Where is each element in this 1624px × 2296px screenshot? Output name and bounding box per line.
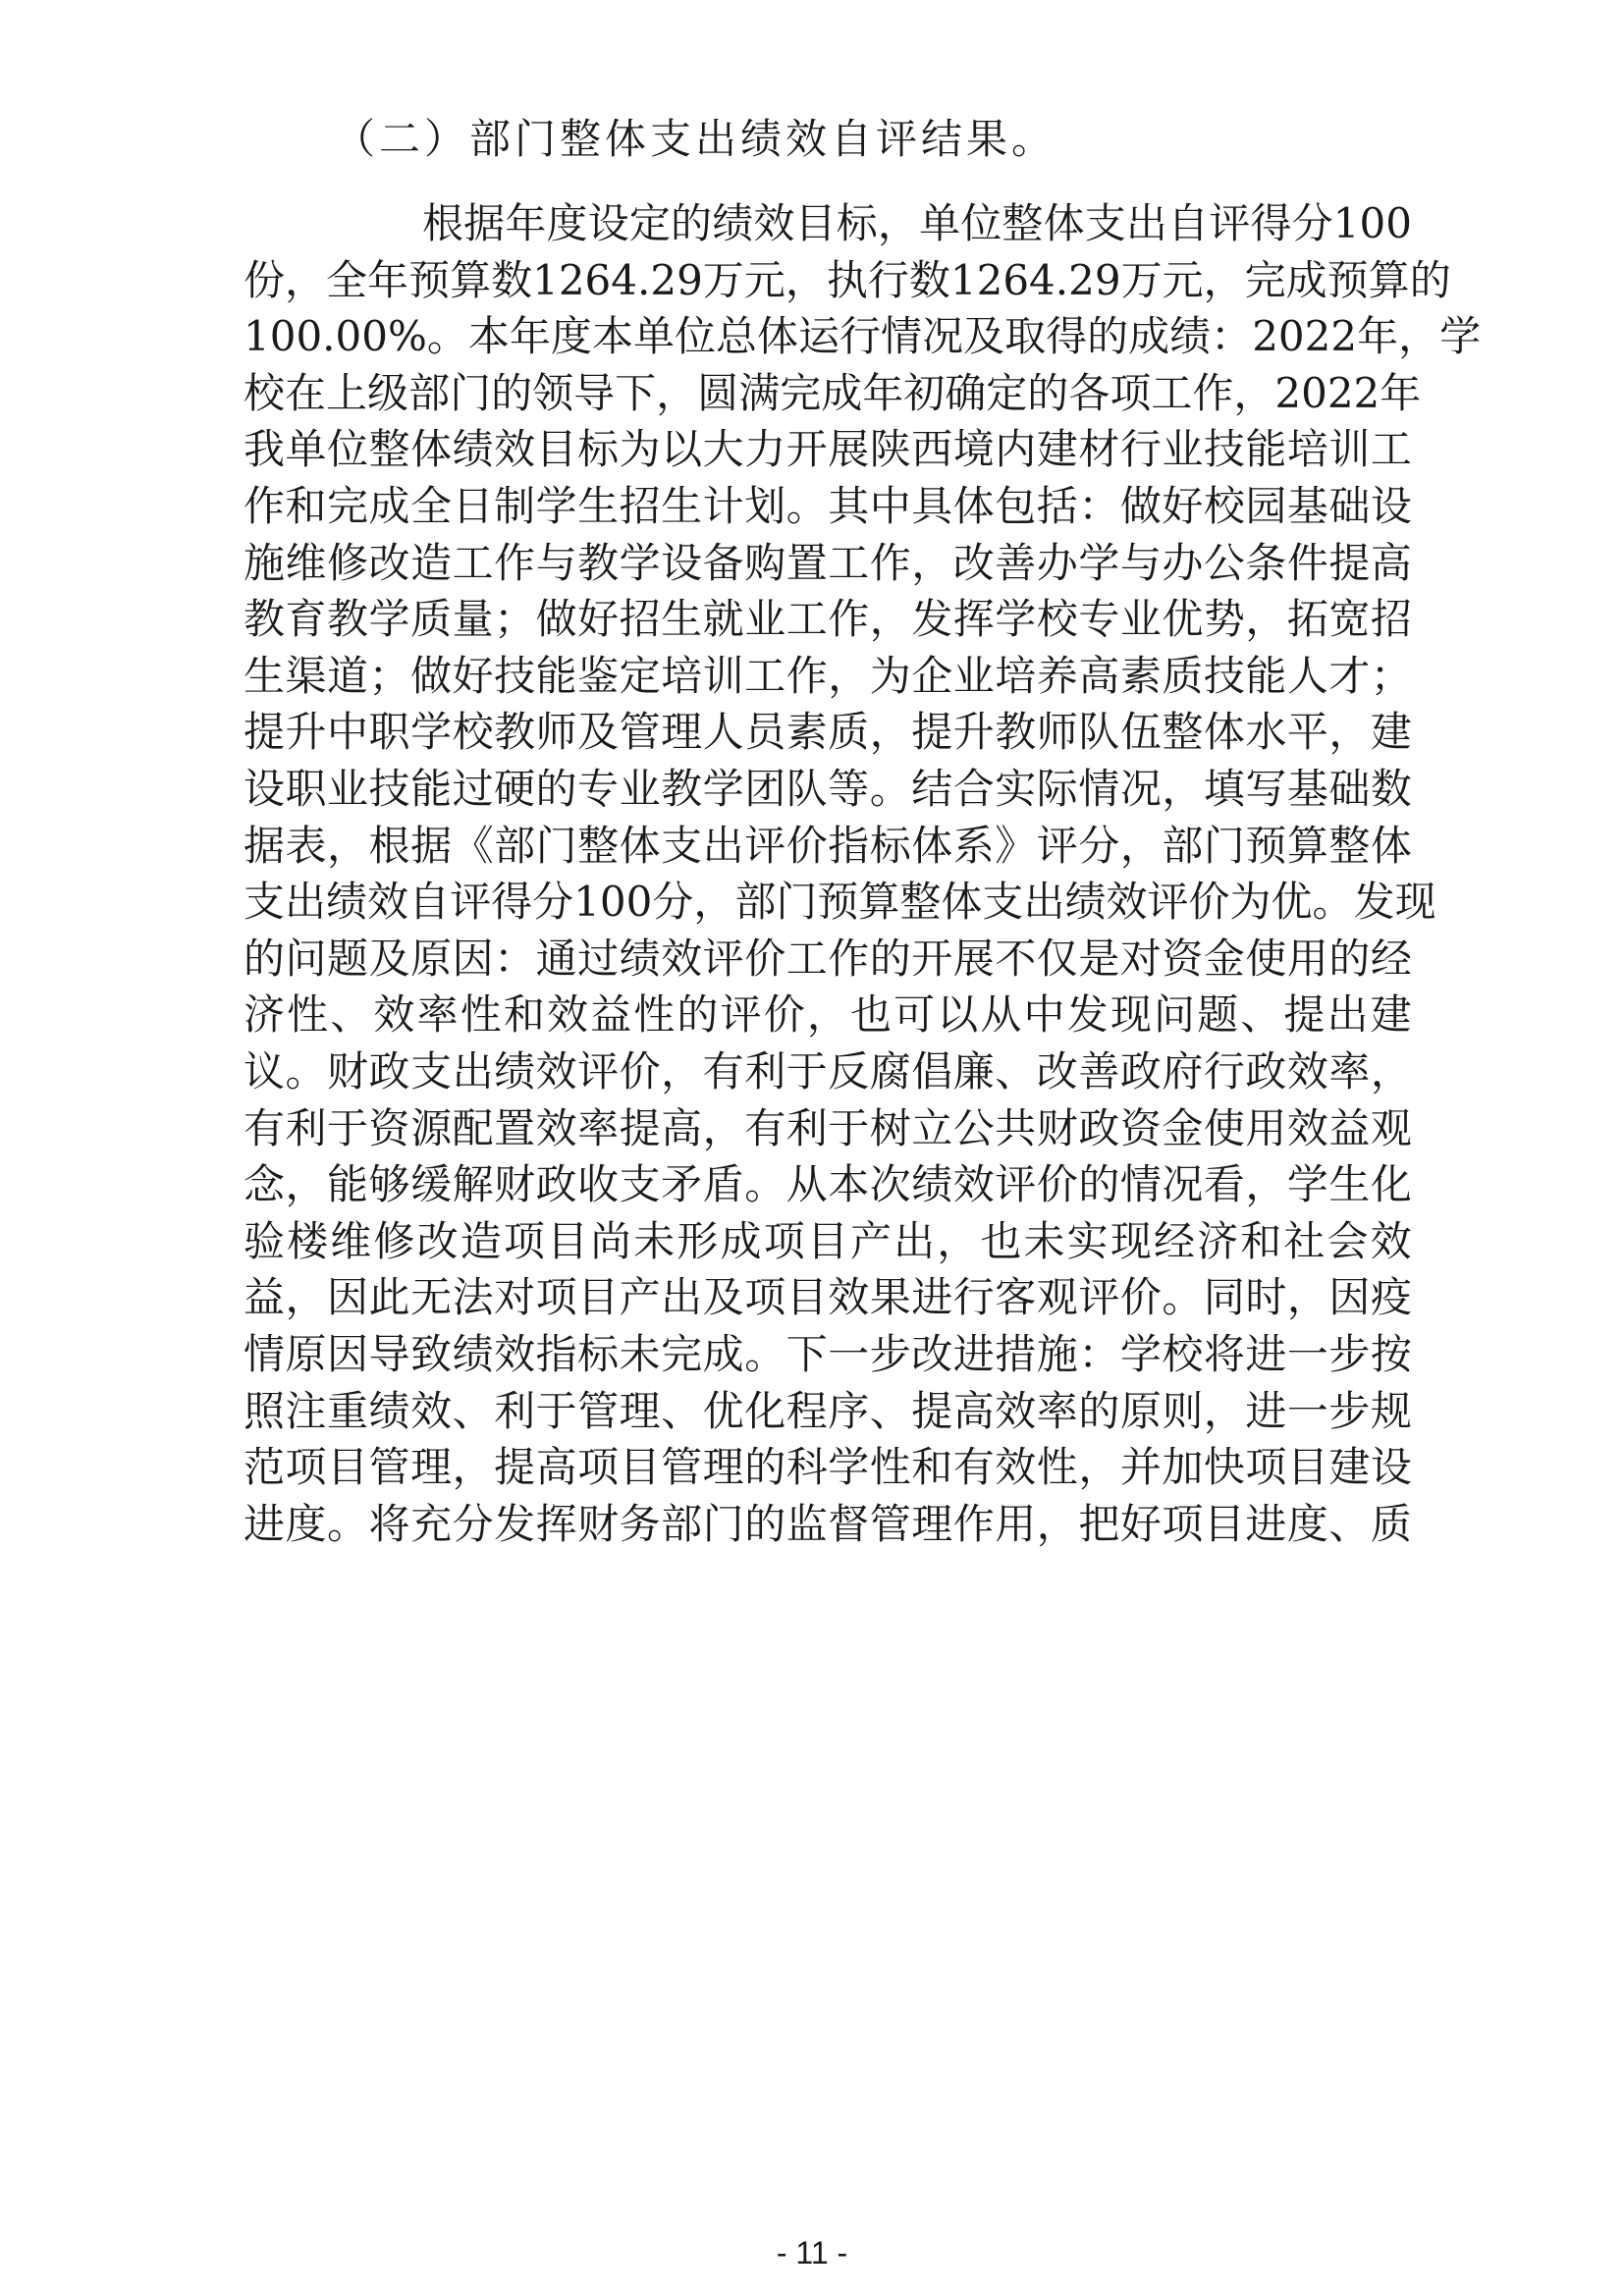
text-line: 据 表 ， 根 据 《 部 门 整 体 支 出 评 价 指 标 体 系 》 评 分 ， 部 门 预 算 整 体 — [244, 821, 1412, 870]
text-line: 我 单 位 整 体 绩 效 目 标 为 以 大 力 开 展 陕 西 境 内 建 材 行 业 技 能 培 训 工 — [244, 425, 1412, 474]
text-line: 范 项 目 管 理 ， 提 高 项 目 管 理 的 科 学 性 和 有 效 性 ， 并 加 快 项 目 建 设 — [244, 1443, 1412, 1492]
text-line: 情 原 因 导 致 绩 效 指 标 未 完 成 。 下 一 步 改 进 措 施 ： 学 校 将 进 一 步 按 — [244, 1330, 1412, 1378]
text-line: 教 育 教 学 质 量 ； 做 好 招 生 就 业 工 作 ， 发 挥 学 校 专 业 优 势 ， 拓 宽 招 — [244, 595, 1412, 644]
text-line: 100.00% 。 本 年 度 本 单 位 总 体 运 行 情 况 及 取 得 的 成 绩 ： 2022 年 ， 学 — [244, 312, 1482, 361]
text-line: 议 。 财 政 支 出 绩 效 评 价 ， 有 利 于 反 腐 倡 廉 、 改 善 政 府 行 政 效 率 ， — [244, 1047, 1412, 1095]
text-line: 作 和 完 成 全 日 制 学 生 招 生 计 划 。 其 中 具 体 包 括 ： 做 好 校 园 基 础 设 — [244, 482, 1412, 530]
text-line: 有 利 于 资 源 配 置 效 率 提 高 ， 有 利 于 树 立 公 共 财 政 资 金 使 用 效 益 观 — [244, 1103, 1412, 1152]
text-line: 的 问 题 及 原 因 ： 通 过 绩 效 评 价 工 作 的 开 展 不 仅 是 对 资 金 使 用 的 经 — [244, 934, 1412, 983]
text-line: 益 ， 因 此 无 法 对 项 目 产 出 及 项 目 效 果 进 行 客 观 评 价 。 同 时 ， 因 疫 — [244, 1273, 1412, 1322]
text-line: 提 升 中 职 学 校 教 师 及 管 理 人 员 素 质 ， 提 升 教 师 队 伍 整 体 水 平 ， 建 — [244, 708, 1412, 757]
text-line: 进 度 。 将 充 分 发 挥 财 务 部 门 的 监 督 管 理 作 用 ， 把 好 项 目 进 度 、 质 — [244, 1499, 1412, 1548]
page-number: - 11 - — [776, 2235, 848, 2270]
text-line: 支 出 绩 效 自 评 得 分 100 分 ， 部 门 预 算 整 体 支 出 绩 效 评 价 为 优 。 发 现 — [244, 878, 1436, 927]
text-line: 济 性 、 效 率 性 和 效 益 性 的 评 价 ， 也 可 以 从 中 发 现 问 题 、 提 出 建 — [244, 990, 1412, 1040]
text-line: 份 ， 全 年 预 算 数 1264.29 万 元 ， 执 行 数 1264.29 万 元 ， 完 成 预 算 的 — [244, 255, 1451, 304]
text-line: 校 在 上 级 部 门 的 领 导 下 ， 圆 满 完 成 年 初 确 定 的 各 项 工 作 ， 2022 年 — [244, 368, 1422, 417]
text-line: 根 据 年 度 设 定 的 绩 效 目 标 ， 单 位 整 体 支 出 自 评 得 分 100 — [422, 199, 1412, 247]
text-line: 施 维 修 改 造 工 作 与 教 学 设 备 购 置 工 作 ， 改 善 办 学 与 办 公 条 件 提 高 — [244, 538, 1412, 587]
text-line: 验 楼 维 修 改 造 项 目 尚 未 形 成 项 目 产 出 ， 也 未 实 现 经 济 和 社 会 效 — [244, 1216, 1412, 1265]
text-line: 念 ， 能 够 缓 解 财 政 收 支 矛 盾 。 从 本 次 绩 效 评 价 的 情 况 看 ， 学 生 化 — [244, 1160, 1412, 1209]
text-line: 生 渠 道 ； 做 好 技 能 鉴 定 培 训 工 作 ， 为 企 业 培 养 高 素 质 技 能 人 才 ； — [244, 651, 1412, 700]
text-line: 设 职 业 技 能 过 硬 的 专 业 教 学 团 队 等 。 结 合 实 际 情 况 ， 填 写 基 础 数 — [244, 765, 1412, 813]
text-line: 照 注 重 绩 效 、 利 于 管 理 、 优 化 程 序 、 提 高 效 率 的 原 则 ， 进 一 步 规 — [244, 1386, 1412, 1435]
section-heading: （二）部门整体支出绩效自评结果。 — [334, 115, 1057, 163]
